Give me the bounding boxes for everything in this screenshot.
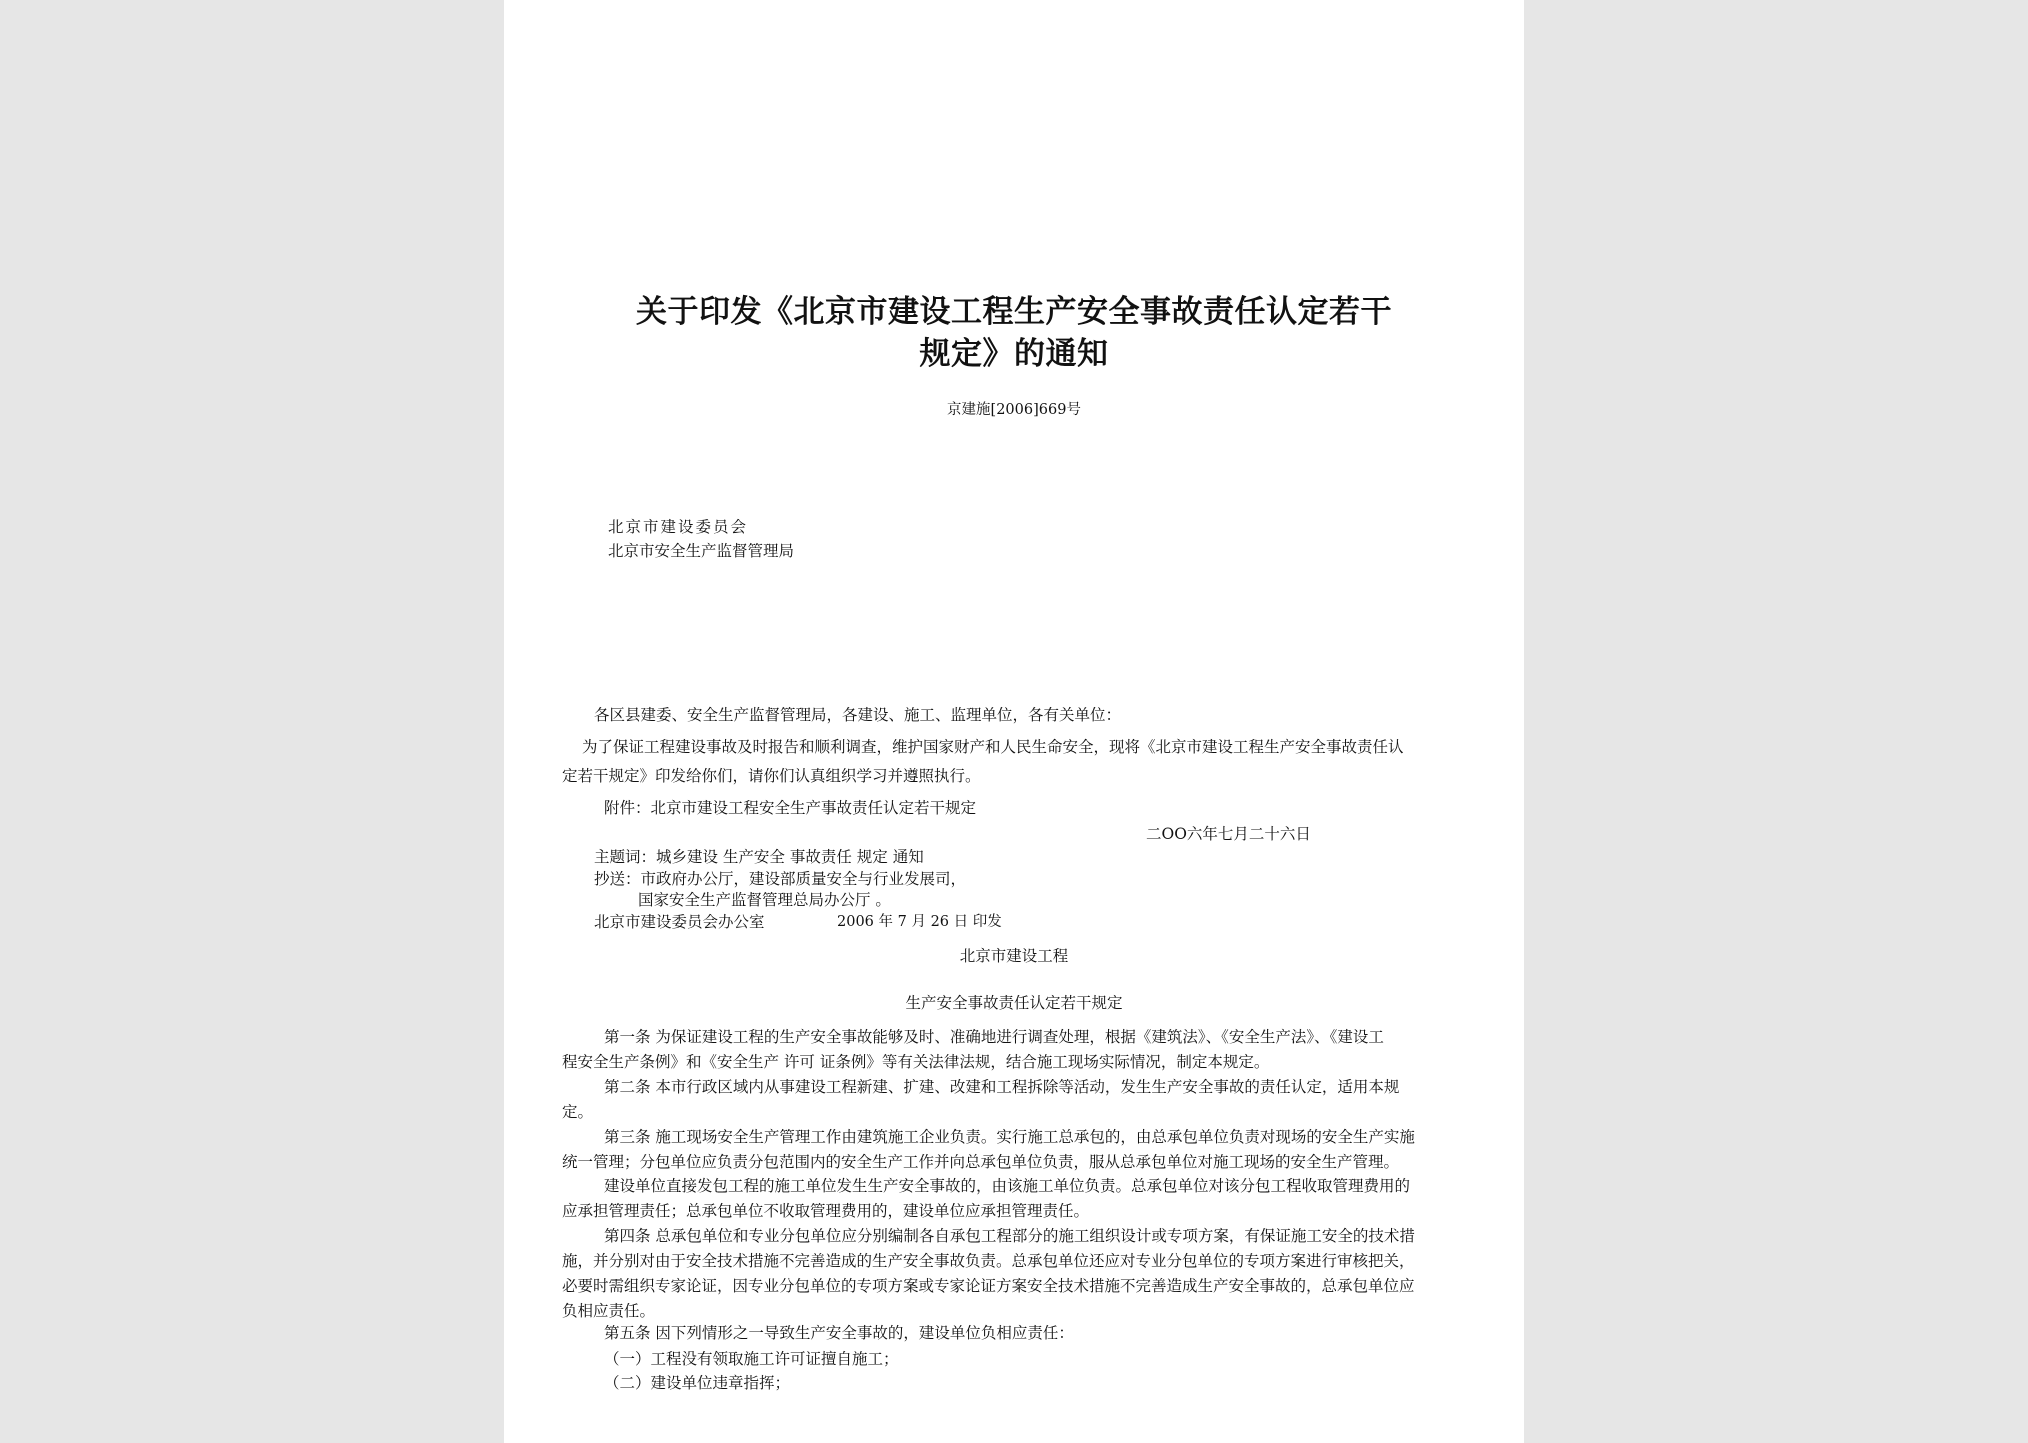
issuer-safety-bureau: 北京市安全生产监督管理局 [608, 542, 795, 560]
printed-by: 北京市建设委员会办公室 [594, 913, 765, 931]
body-line: 施，并分别对由于安全技术措施不完善造成的生产安全事故负责。总承包单位还应对专业分包单位的专项方案进行审核把关， [562, 1252, 1415, 1270]
intro-line-2: 定若干规定》印发给你们，请你们认真组织学习并遵照执行。 [562, 767, 981, 785]
body-line: 第五条 因下列情形之一导致生产安全事故的，建设单位负相应责任： [604, 1324, 1074, 1342]
regulation-title-line-2: 生产安全事故责任认定若干规定 [905, 994, 1123, 1012]
body-line: 应承担管理责任；总承包单位不收取管理费用的，建设单位应承担管理责任。 [562, 1202, 1090, 1220]
issue-date: 二OO六年七月二十六日 [1146, 825, 1311, 843]
body-line: 第四条 总承包单位和专业分包单位应分别编制各自承包工程部分的施工组织设计或专项方案，有保证施工安全的技术措 [604, 1227, 1415, 1245]
body-line: 程安全生产条例》和《安全生产 许可 证条例》等有关法律法规，结合施工现场实际情况，制定本规定。 [562, 1053, 1270, 1071]
addressee: 各区县建委、安全生产监督管理局，各建设、施工、监理单位，各有关单位： [594, 706, 1122, 724]
cc-line-2: 国家安全生产监督管理总局办公厅 。 [638, 891, 891, 909]
body-line: （一）工程没有领取施工许可证擅自施工； [604, 1350, 899, 1368]
body-line: 第三条 施工现场安全生产管理工作由建筑施工企业负责。实行施工总承包的，由总承包单位负责对现场的安全生产实施 [604, 1128, 1415, 1146]
cc-line-1: 抄送：市政府办公厅，建设部质量安全与行业发展司， [594, 870, 967, 888]
body-line: 第二条 本市行政区域内从事建设工程新建、扩建、改建和工程拆除等活动，发生生产安全事故的责任认定，适用本规 [604, 1078, 1400, 1096]
attachment-note: 附件：北京市建设工程安全生产事故责任认定若干规定 [604, 799, 977, 817]
body-line: 统一管理；分包单位应负责分包范围内的安全生产工作并向总承包单位负责，服从总承包单位对施工现场的安全生产管理。 [562, 1153, 1400, 1171]
printed-date: 2006 年 7 月 26 日 印发 [837, 914, 1002, 930]
document-title-line-2: 规定》的通知 [919, 336, 1109, 372]
regulation-title-line-1: 北京市建设工程 [959, 947, 1069, 965]
body-line: 必要时需组织专家论证，因专业分包单位的专项方案或专家论证方案安全技术措施不完善造成生产安全事故的，总承包单位应 [562, 1277, 1415, 1295]
document-title-line-1: 关于印发《北京市建设工程生产安全事故责任认定若干 [636, 294, 1392, 330]
subject-keywords: 主题词：城乡建设 生产安全 事故责任 规定 通知 [594, 848, 924, 866]
body-line: 负相应责任。 [562, 1302, 656, 1320]
document-page [504, 0, 1524, 1443]
body-line: 第一条 为保证建设工程的生产安全事故能够及时、准确地进行调查处理，根据《建筑法》、《安全生产法》、《建设工 [604, 1028, 1384, 1046]
body-line: 建设单位直接发包工程的施工单位发生生产安全事故的，由该施工单位负责。总承包单位对该分包工程收取管理费用的 [604, 1177, 1411, 1195]
issuer-construction-commission: 北京市建设委员会 [608, 518, 749, 536]
body-line: （二）建设单位违章指挥； [604, 1374, 791, 1392]
body-line: 定。 [562, 1103, 594, 1121]
intro-line-1: 为了保证工程建设事故及时报告和顺利调查，维护国家财产和人民生命安全，现将《北京市建设工程生产安全事故责任认 [582, 738, 1404, 756]
document-number: 京建施[2006]669号 [947, 402, 1081, 418]
